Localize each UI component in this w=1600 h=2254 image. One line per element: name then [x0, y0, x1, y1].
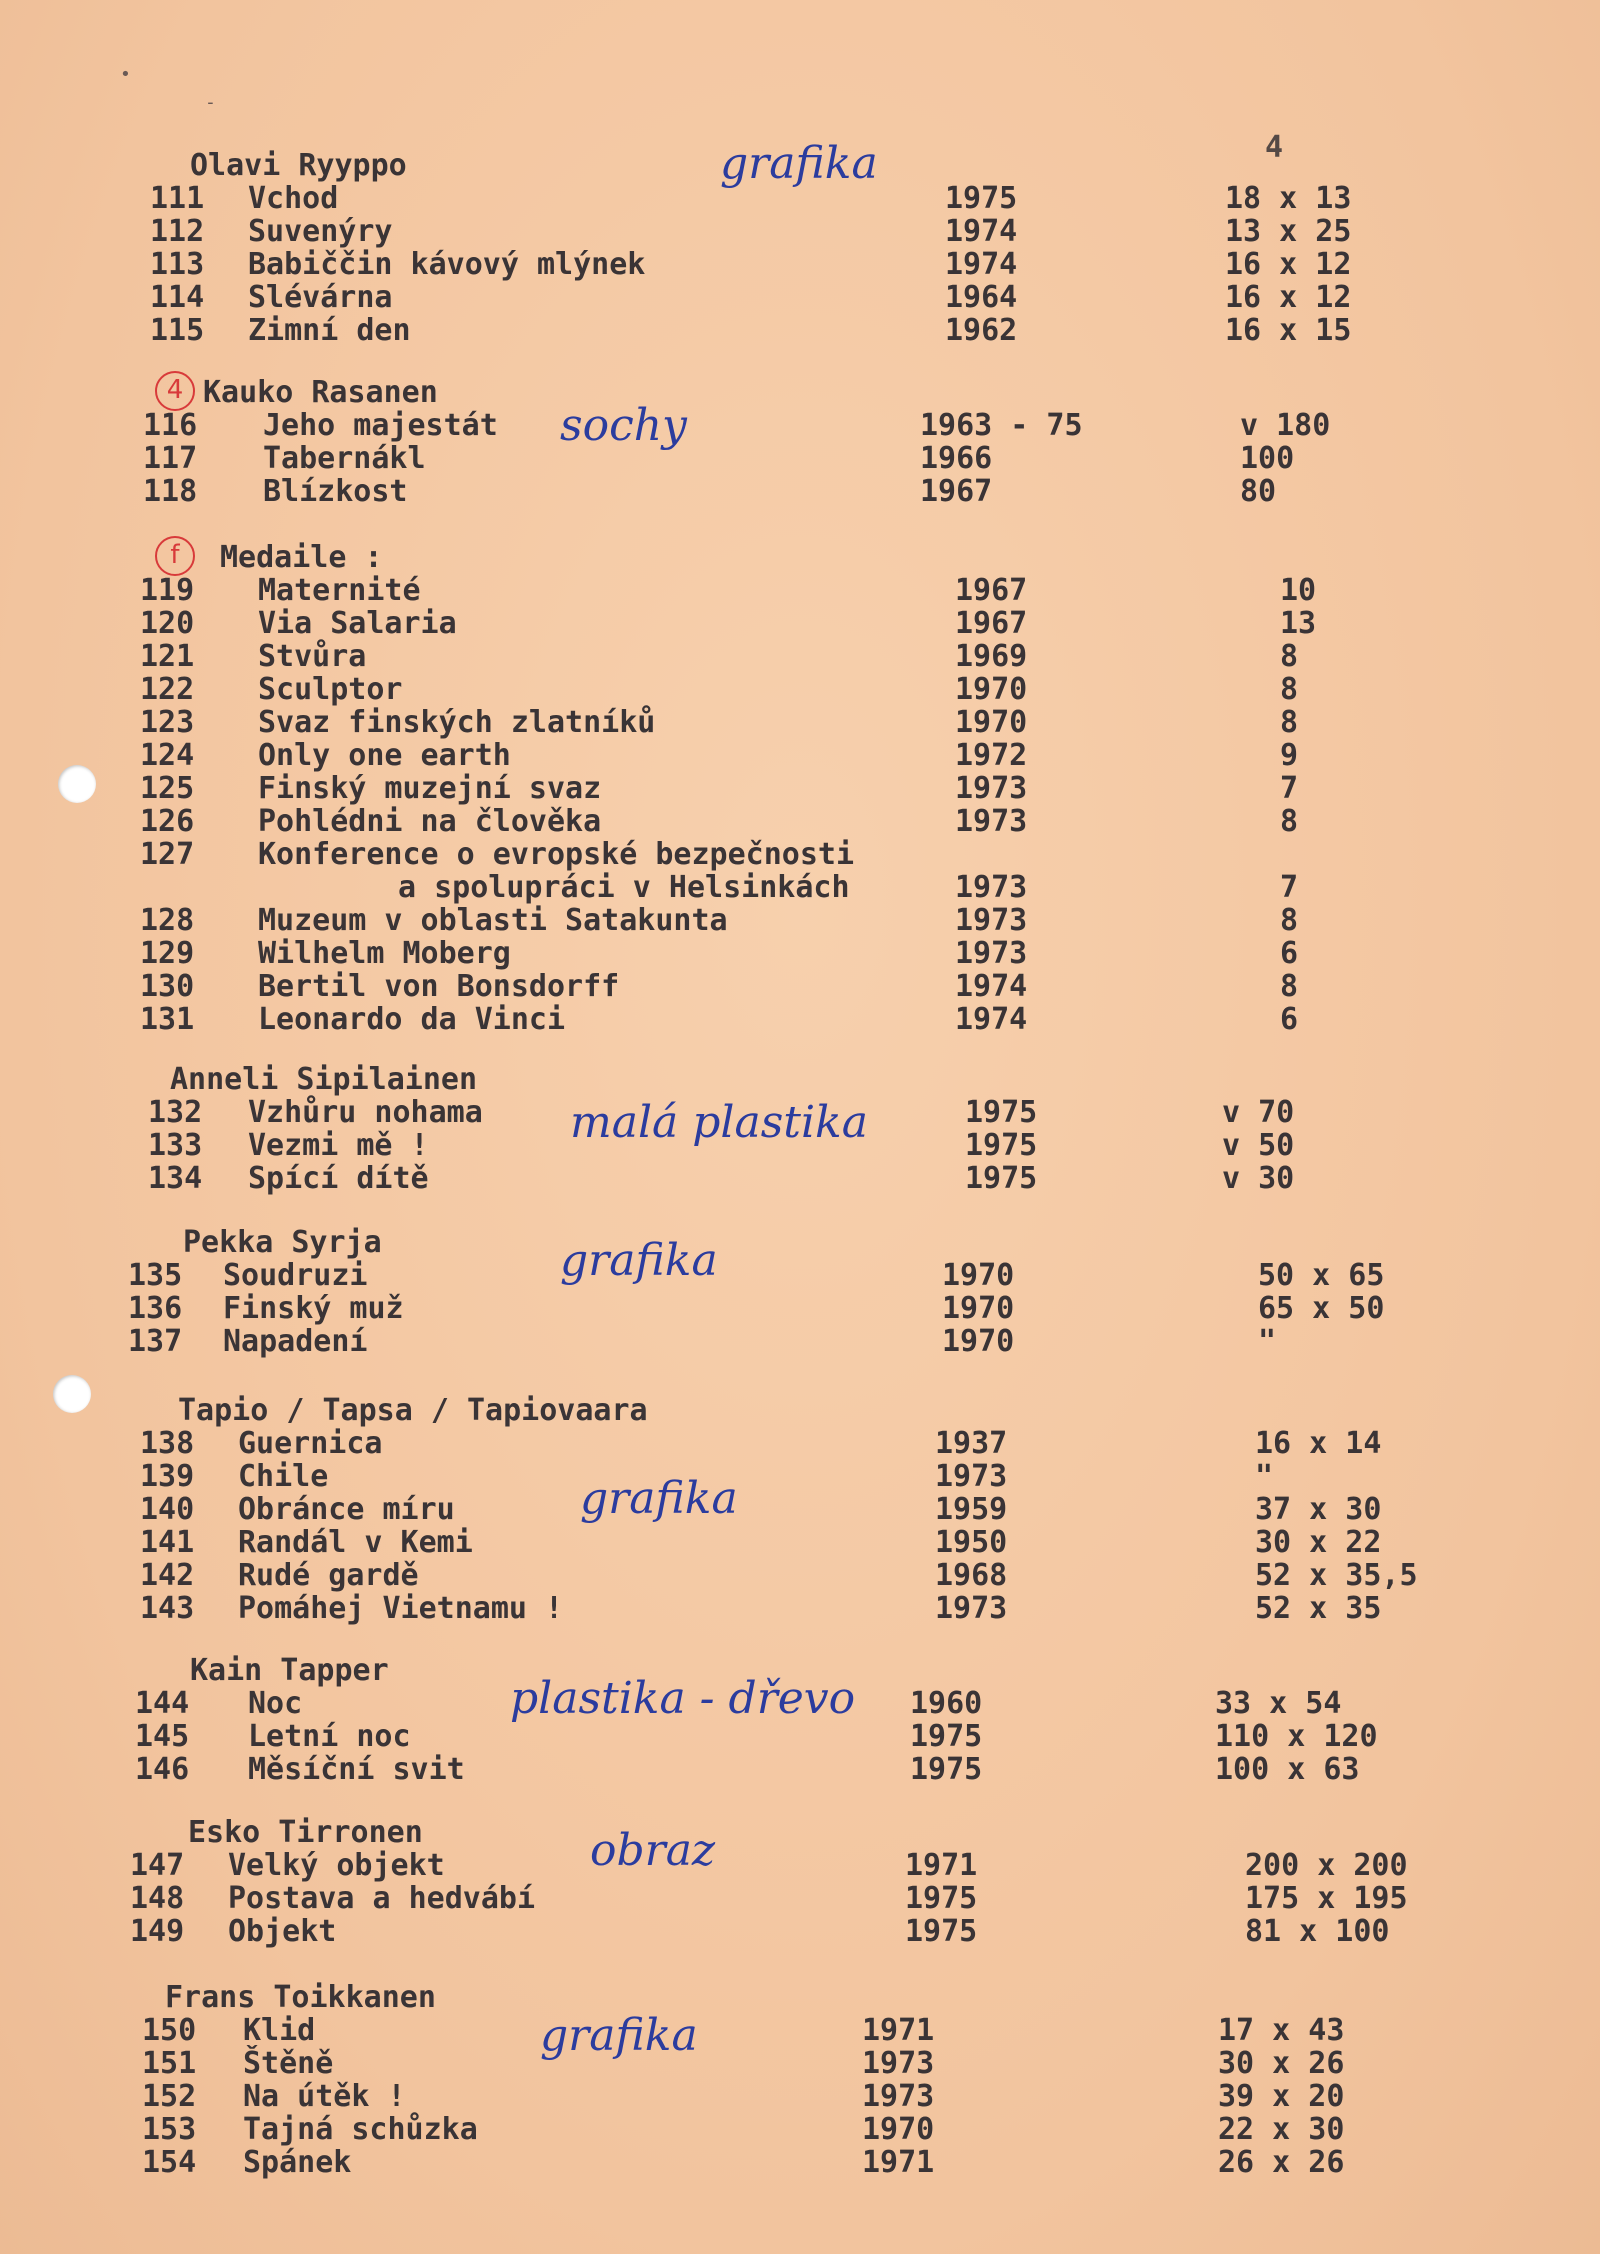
- item-title: Svaz finských zlatníků: [258, 705, 656, 740]
- catalog-row: [0, 1719, 1600, 1754]
- item-number: 129: [140, 936, 195, 971]
- red-circle-marker: 4: [155, 371, 195, 411]
- item-size: ": [1258, 1324, 1277, 1359]
- item-size: 16 x 14: [1255, 1426, 1382, 1461]
- item-number: 115: [150, 313, 205, 348]
- item-number: 147: [130, 1848, 185, 1883]
- item-size: 110 x 120: [1215, 1719, 1378, 1754]
- item-title: Letní noc: [248, 1719, 411, 1754]
- item-year: 1973: [862, 2046, 935, 2081]
- item-size: v 180: [1240, 408, 1331, 443]
- item-title: Soudruzi: [223, 1258, 368, 1293]
- item-year: 1975: [905, 1914, 978, 1949]
- item-year: 1969: [955, 639, 1028, 674]
- item-year: 1975: [905, 1881, 978, 1916]
- item-year: 1968: [935, 1558, 1008, 1593]
- catalog-row: [0, 606, 1600, 641]
- item-size: 22 x 30: [1218, 2112, 1345, 2147]
- item-number: 143: [140, 1591, 195, 1626]
- catalog-row: [0, 2112, 1600, 2147]
- item-number: 141: [140, 1525, 195, 1560]
- catalog-row: [0, 1686, 1600, 1721]
- catalog-row: [0, 408, 1600, 443]
- item-title: Rudé gardě: [238, 1558, 419, 1593]
- item-year: 1971: [905, 1848, 978, 1883]
- item-year: 1970: [862, 2112, 935, 2147]
- item-number: 130: [140, 969, 195, 1004]
- item-title: Vzhůru nohama: [248, 1095, 483, 1130]
- catalog-row: [0, 474, 1600, 509]
- item-number: 114: [150, 280, 205, 315]
- catalog-row: [0, 1324, 1600, 1359]
- item-number: 120: [140, 606, 195, 641]
- item-size: 52 x 35,5: [1255, 1558, 1418, 1593]
- item-size: 16 x 12: [1225, 280, 1352, 315]
- item-size: 50 x 65: [1258, 1258, 1385, 1293]
- item-year: 1970: [942, 1291, 1015, 1326]
- item-number: 117: [143, 441, 198, 476]
- item-number: 133: [148, 1128, 203, 1163]
- item-year: 1973: [955, 903, 1028, 938]
- item-size: 7: [1280, 870, 1299, 905]
- catalog-row: [0, 969, 1600, 1004]
- item-size: v 70: [1222, 1095, 1295, 1130]
- item-year: 1967: [920, 474, 993, 509]
- item-title: Konference o evropské bezpečnosti: [258, 837, 855, 872]
- catalog-row: [0, 2013, 1600, 2048]
- item-year: 1970: [942, 1258, 1015, 1293]
- item-number: 116: [143, 408, 198, 443]
- item-title: Finský muzejní svaz: [258, 771, 602, 806]
- item-size: 18 x 13: [1225, 181, 1352, 216]
- item-title: Finský muž: [223, 1291, 404, 1326]
- item-size: 8: [1280, 639, 1299, 674]
- item-year: 1950: [935, 1525, 1008, 1560]
- item-size: v 50: [1222, 1128, 1295, 1163]
- catalog-row: [0, 1002, 1600, 1037]
- item-year: 1937: [935, 1426, 1008, 1461]
- item-year: 1973: [955, 870, 1028, 905]
- artist-name: Anneli Sipilainen: [170, 1062, 478, 1097]
- item-size: 175 x 195: [1245, 1881, 1408, 1916]
- item-year: 1960: [910, 1686, 983, 1721]
- item-number: 146: [135, 1752, 190, 1787]
- item-size: 16 x 12: [1225, 247, 1352, 282]
- item-year: 1973: [935, 1459, 1008, 1494]
- item-number: 127: [140, 837, 195, 872]
- item-size: 10: [1280, 573, 1317, 608]
- item-number: 131: [140, 1002, 195, 1037]
- item-size: 17 x 43: [1218, 2013, 1345, 2048]
- item-number: 132: [148, 1095, 203, 1130]
- item-title: Postava a hedvábí: [228, 1881, 536, 1916]
- item-year: 1974: [945, 247, 1018, 282]
- item-size: 8: [1280, 672, 1299, 707]
- item-number: 137: [128, 1324, 183, 1359]
- item-year: 1975: [965, 1128, 1038, 1163]
- item-title: Muzeum v oblasti Satakunta: [258, 903, 728, 938]
- handwritten-note: obraz: [590, 1825, 716, 1876]
- item-year: 1970: [942, 1324, 1015, 1359]
- item-size: 65 x 50: [1258, 1291, 1385, 1326]
- item-title: Guernica: [238, 1426, 383, 1461]
- item-number: 144: [135, 1686, 190, 1721]
- item-size: 30 x 26: [1218, 2046, 1345, 2081]
- catalog-row: [0, 1848, 1600, 1883]
- handwritten-note: grafika: [720, 138, 878, 189]
- item-title: Stvůra: [258, 639, 367, 674]
- item-size: 100 x 63: [1215, 1752, 1360, 1787]
- item-size: ": [1255, 1459, 1274, 1494]
- item-year: 1970: [955, 705, 1028, 740]
- artist-name: Pekka Syrja: [183, 1225, 382, 1260]
- item-year: 1959: [935, 1492, 1008, 1527]
- item-size: 8: [1280, 969, 1299, 1004]
- item-title: Napadení: [223, 1324, 368, 1359]
- item-title: Spící dítě: [248, 1161, 429, 1196]
- item-number: 148: [130, 1881, 185, 1916]
- catalog-row: [0, 1558, 1600, 1593]
- artist-name: Kauko Rasanen: [203, 375, 438, 410]
- item-year: 1970: [955, 672, 1028, 707]
- item-year: 1967: [955, 573, 1028, 608]
- catalog-row: [0, 1128, 1600, 1163]
- item-number: 111: [150, 181, 205, 216]
- catalog-row: [0, 1591, 1600, 1626]
- catalog-row: [0, 804, 1600, 839]
- catalog-row: [0, 1752, 1600, 1787]
- item-title: Randál v Kemi: [238, 1525, 473, 1560]
- item-size: 13 x 25: [1225, 214, 1352, 249]
- handwritten-note: malá plastika: [570, 1097, 868, 1148]
- ink-speck: -: [205, 92, 216, 113]
- item-number: 145: [135, 1719, 190, 1754]
- item-title: Štěně: [243, 2046, 334, 2081]
- catalog-row: [0, 672, 1600, 707]
- item-title: Vezmi mě !: [248, 1128, 429, 1163]
- item-number: 123: [140, 705, 195, 740]
- item-size: 13: [1280, 606, 1317, 641]
- catalog-row: [0, 1426, 1600, 1461]
- item-title: Měsíční svit: [248, 1752, 465, 1787]
- item-year: 1964: [945, 280, 1018, 315]
- handwritten-note: grafika: [540, 2010, 698, 2061]
- item-title: Leonardo da Vinci: [258, 1002, 566, 1037]
- item-title: Via Salaria: [258, 606, 457, 641]
- item-year: 1973: [862, 2079, 935, 2114]
- item-size: v 30: [1222, 1161, 1295, 1196]
- artist-name: Esko Tirronen: [188, 1815, 423, 1850]
- catalog-row: [0, 2079, 1600, 2114]
- catalog-row: [0, 903, 1600, 938]
- item-year: 1975: [965, 1161, 1038, 1196]
- item-title: Sculptor: [258, 672, 403, 707]
- item-title: Jeho majestát: [263, 408, 498, 443]
- item-size: 30 x 22: [1255, 1525, 1382, 1560]
- item-size: 200 x 200: [1245, 1848, 1408, 1883]
- item-number: 138: [140, 1426, 195, 1461]
- item-size: 52 x 35: [1255, 1591, 1382, 1626]
- item-number: 113: [150, 247, 205, 282]
- item-number: 128: [140, 903, 195, 938]
- item-number: 121: [140, 639, 195, 674]
- item-number: 149: [130, 1914, 185, 1949]
- catalog-row: [0, 280, 1600, 315]
- item-title: Na útěk !: [243, 2079, 406, 2114]
- catalog-row: [0, 441, 1600, 476]
- item-year: 1974: [945, 214, 1018, 249]
- catalog-row: [0, 771, 1600, 806]
- item-title: Zimní den: [248, 313, 411, 348]
- catalog-row: [0, 1459, 1600, 1494]
- catalog-row: [0, 214, 1600, 249]
- item-title: Noc: [248, 1686, 303, 1721]
- item-number: 112: [150, 214, 205, 249]
- page-number: 4: [1265, 130, 1284, 165]
- item-number: 142: [140, 1558, 195, 1593]
- item-number: 153: [142, 2112, 197, 2147]
- catalog-row: [0, 1095, 1600, 1130]
- catalog-row: [0, 738, 1600, 773]
- item-size: 6: [1280, 936, 1299, 971]
- item-size: 26 x 26: [1218, 2145, 1345, 2180]
- catalog-row: [0, 247, 1600, 282]
- item-year: 1975: [945, 181, 1018, 216]
- item-title: Tabernákl: [263, 441, 426, 476]
- item-year: 1967: [955, 606, 1028, 641]
- catalog-row: [0, 936, 1600, 971]
- item-title: Tajná schůzka: [243, 2112, 478, 2147]
- catalog-row: [0, 1161, 1600, 1196]
- item-number: 150: [142, 2013, 197, 2048]
- item-title: Babiččin kávový mlýnek: [248, 247, 646, 282]
- catalog-row: [0, 1881, 1600, 1916]
- catalog-row: [0, 181, 1600, 216]
- item-size: 9: [1280, 738, 1299, 773]
- item-number: 136: [128, 1291, 183, 1326]
- item-year: 1972: [955, 738, 1028, 773]
- catalog-row: [0, 1525, 1600, 1560]
- item-title: Only one earth: [258, 738, 511, 773]
- item-title: Chile: [238, 1459, 329, 1494]
- item-size: 81 x 100: [1245, 1914, 1390, 1949]
- handwritten-note: grafika: [580, 1473, 738, 1524]
- artist-name: Medaile :: [220, 540, 383, 575]
- item-year: 1966: [920, 441, 993, 476]
- catalog-row: [0, 573, 1600, 608]
- item-title: Spánek: [243, 2145, 352, 2180]
- item-title: Suvenýry: [248, 214, 393, 249]
- artist-name: Tapio / Tapsa / Tapiovaara: [178, 1393, 648, 1428]
- item-number: 152: [142, 2079, 197, 2114]
- item-title: Objekt: [228, 1914, 337, 1949]
- item-year: 1971: [862, 2145, 935, 2180]
- item-year: 1974: [955, 1002, 1028, 1037]
- item-number: 140: [140, 1492, 195, 1527]
- item-title: Velký objekt: [228, 1848, 445, 1883]
- item-year: 1973: [955, 936, 1028, 971]
- item-size: 16 x 15: [1225, 313, 1352, 348]
- item-year: 1962: [945, 313, 1018, 348]
- item-title: Maternité: [258, 573, 421, 608]
- item-number: 125: [140, 771, 195, 806]
- catalog-row: [0, 2145, 1600, 2180]
- item-size: 6: [1280, 1002, 1299, 1037]
- item-number: 151: [142, 2046, 197, 2081]
- handwritten-note: grafika: [560, 1235, 718, 1286]
- catalog-row: [0, 1914, 1600, 1949]
- item-number: 154: [142, 2145, 197, 2180]
- item-size: 100: [1240, 441, 1295, 476]
- punch-hole-bottom: [53, 1375, 91, 1413]
- red-circle-marker: f: [155, 536, 195, 576]
- item-title: Pohlédni na člověka: [258, 804, 602, 839]
- item-title: Pomáhej Vietnamu !: [238, 1591, 564, 1626]
- item-year: 1975: [910, 1719, 983, 1754]
- item-year: 1963 - 75: [920, 408, 1083, 443]
- item-size: 80: [1240, 474, 1277, 509]
- catalog-row: [0, 705, 1600, 740]
- item-year: 1975: [910, 1752, 983, 1787]
- item-number: 118: [143, 474, 198, 509]
- catalog-row: [0, 1492, 1600, 1527]
- item-year: 1973: [935, 1591, 1008, 1626]
- item-number: 124: [140, 738, 195, 773]
- item-size: 7: [1280, 771, 1299, 806]
- item-title: Vchod: [248, 181, 339, 216]
- item-year: 1973: [955, 771, 1028, 806]
- item-size: 37 x 30: [1255, 1492, 1382, 1527]
- item-number: 126: [140, 804, 195, 839]
- item-number: 119: [140, 573, 195, 608]
- catalog-row: [0, 2046, 1600, 2081]
- item-title: Blízkost: [263, 474, 408, 509]
- handwritten-note: plastika - dřevo: [510, 1673, 856, 1724]
- catalog-row: [0, 313, 1600, 348]
- item-number: 134: [148, 1161, 203, 1196]
- item-title: Klid: [243, 2013, 316, 2048]
- item-title-continuation: a spolupráci v Helsinkách: [398, 870, 850, 905]
- item-size: 8: [1280, 705, 1299, 740]
- item-size: 33 x 54: [1215, 1686, 1342, 1721]
- item-number: 122: [140, 672, 195, 707]
- item-title: Bertil von Bonsdorff: [258, 969, 620, 1004]
- artist-name: Frans Toikkanen: [165, 1980, 436, 2015]
- catalog-row: [0, 1258, 1600, 1293]
- item-title: Obránce míru: [238, 1492, 455, 1527]
- item-year: 1975: [965, 1095, 1038, 1130]
- item-size: 8: [1280, 903, 1299, 938]
- catalog-row: [0, 1291, 1600, 1326]
- item-number: 139: [140, 1459, 195, 1494]
- catalog-row: [0, 639, 1600, 674]
- catalog-row: [0, 837, 1600, 905]
- artist-name: Kain Tapper: [190, 1653, 389, 1688]
- item-year: 1973: [955, 804, 1028, 839]
- item-year: 1971: [862, 2013, 935, 2048]
- handwritten-note: sochy: [560, 400, 687, 451]
- item-title: Slévárna: [248, 280, 393, 315]
- item-number: 135: [128, 1258, 183, 1293]
- item-size: 39 x 20: [1218, 2079, 1345, 2114]
- ink-speck: •: [120, 64, 131, 85]
- item-size: 8: [1280, 804, 1299, 839]
- item-year: 1974: [955, 969, 1028, 1004]
- item-title: Wilhelm Moberg: [258, 936, 511, 971]
- artist-name: Olavi Ryyppo: [190, 148, 407, 183]
